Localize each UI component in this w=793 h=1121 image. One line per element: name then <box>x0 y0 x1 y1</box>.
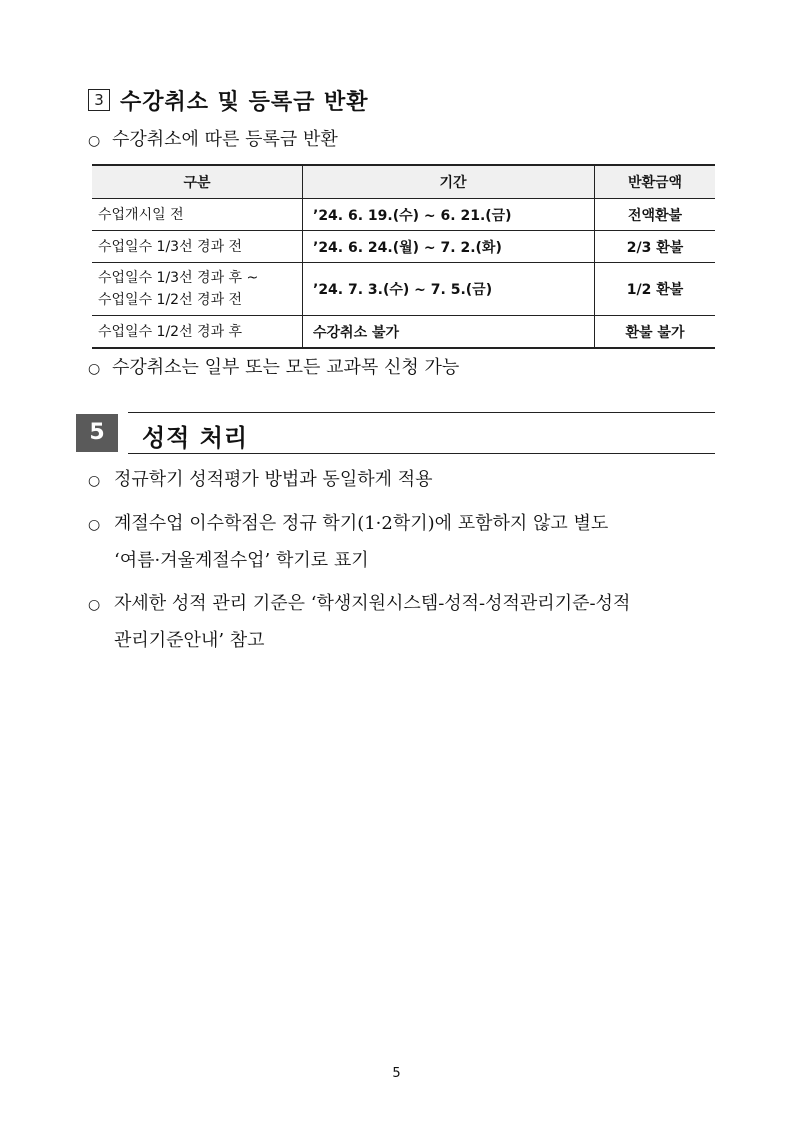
row-category-line: 수업일수 1/2선 경과 후 <box>98 323 243 340</box>
row-category-line: 수업일수 1/3선 경과 후 ~ <box>98 270 259 286</box>
section-5-number: 5 <box>76 414 118 452</box>
bullet-marker: ○ <box>88 473 101 489</box>
grading-item-text: 계절수업 이수학점은 정규 학기(1·2학기)에 포함하지 않고 별도 <box>114 513 609 534</box>
grading-item <box>88 506 718 579</box>
grading-item-text: 정규학기 성적평가 방법과 동일하게 적용 <box>114 469 433 490</box>
refund-table <box>92 164 715 349</box>
row-period: ’24. 6. 19.(수) ~ 6. 21.(금) <box>303 199 595 231</box>
section-5-heading <box>76 412 715 452</box>
header-period: 기간 <box>303 165 595 199</box>
grading-item <box>88 462 718 499</box>
header-category: 구분 <box>92 165 303 199</box>
row-period: 수강취소 불가 <box>303 316 595 349</box>
row-amount: 환불 불가 <box>595 316 716 349</box>
row-period: ’24. 6. 24.(월) ~ 7. 2.(화) <box>303 231 595 263</box>
section-5-rule-top <box>128 412 715 413</box>
section-3-number: 3 <box>88 89 110 111</box>
grading-item-text: 관리기준안내’ 참고 <box>114 630 265 651</box>
row-category <box>92 231 303 263</box>
bullet-refund <box>88 122 338 159</box>
page-number: 5 <box>392 1066 401 1081</box>
bullet-marker: ○ <box>88 597 101 613</box>
row-amount: 전액환불 <box>595 199 716 231</box>
table-row <box>92 263 715 316</box>
row-category-line: 수업일수 1/3선 경과 전 <box>98 238 243 255</box>
row-amount: 2/3 환불 <box>595 231 716 263</box>
bullet-marker: ○ <box>88 517 101 533</box>
section-5-rule-bottom <box>128 453 715 454</box>
row-category <box>92 263 303 316</box>
grading-item <box>88 586 718 659</box>
row-amount: 1/2 환불 <box>595 263 716 316</box>
bullet-cancel-text: 수강취소는 일부 또는 모든 교과목 신청 가능 <box>112 357 460 378</box>
section-3-title: 수강취소 및 등록금 반환 <box>120 89 369 115</box>
bullet-refund-text: 수강취소에 따른 등록금 반환 <box>112 129 338 150</box>
bullet-marker: ○ <box>88 133 101 149</box>
grading-item-text: ‘여름·겨울계절수업’ 학기로 표기 <box>114 550 369 571</box>
table-row <box>92 231 715 263</box>
section-5-title: 성적 처리 <box>142 424 249 452</box>
section-3-heading <box>88 84 369 116</box>
table-header-row <box>92 165 715 199</box>
grading-item-text: 자세한 성적 관리 기준은 ‘학생지원시스템-성적-성적관리기준-성적 <box>114 593 631 614</box>
header-amount: 반환금액 <box>595 165 716 199</box>
table-row <box>92 316 715 349</box>
row-category-line: 수업일수 1/2선 경과 전 <box>98 292 243 308</box>
table-row <box>92 199 715 231</box>
row-category <box>92 316 303 349</box>
bullet-marker: ○ <box>88 361 101 377</box>
row-category-line: 수업개시일 전 <box>98 206 184 223</box>
row-period: ’24. 7. 3.(수) ~ 7. 5.(금) <box>303 263 595 316</box>
bullet-cancel <box>88 350 459 387</box>
row-category <box>92 199 303 231</box>
